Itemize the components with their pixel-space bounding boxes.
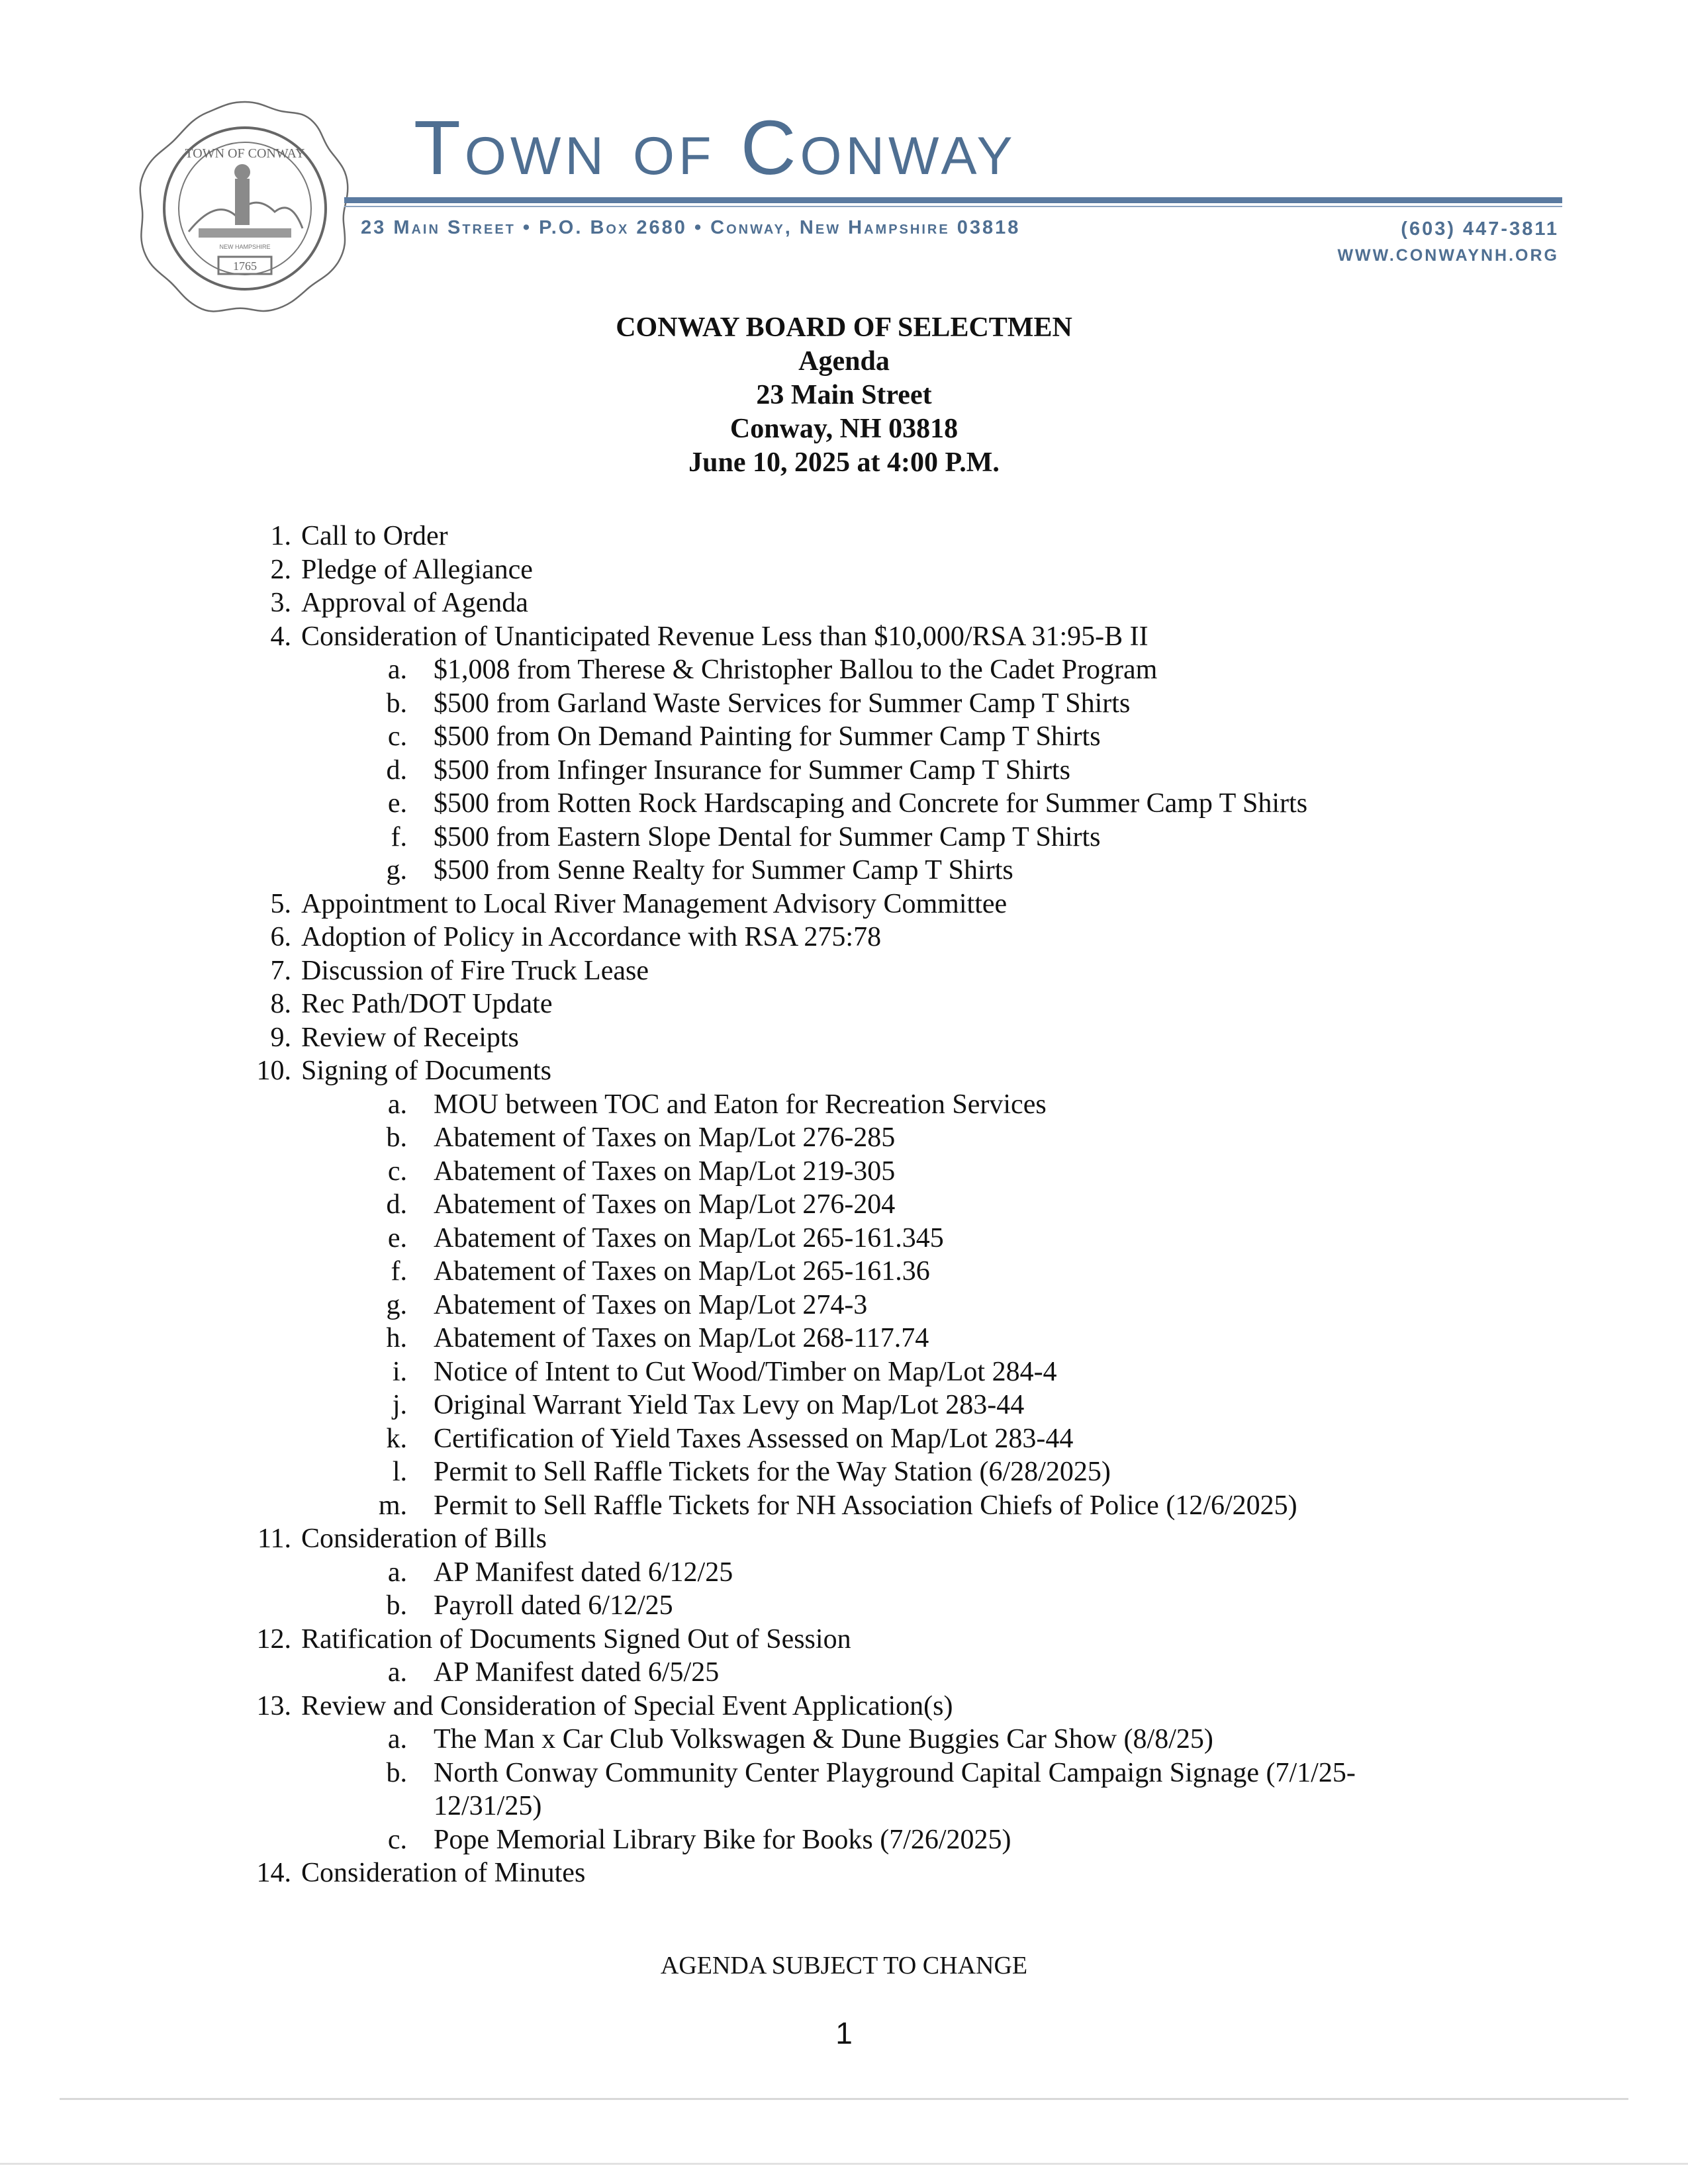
town-phone: (603) 447-3811 — [1401, 218, 1559, 240]
agenda-item-text: Ratification of Documents Signed Out of Session — [301, 1623, 851, 1655]
agenda-item-number: b. — [386, 688, 407, 719]
agenda-item-number: h. — [386, 1323, 407, 1353]
agenda-item — [0, 887, 1688, 921]
agenda-item — [0, 1690, 1688, 1723]
agenda-subitem — [0, 1355, 1688, 1389]
heading-city: Conway, NH 03818 — [729, 414, 959, 444]
agenda-item-number: m. — [378, 1490, 407, 1521]
agenda-item — [0, 620, 1688, 654]
agenda-subitem — [0, 1823, 1688, 1857]
agenda-item-number: c. — [387, 1824, 407, 1855]
agenda-subitem — [0, 1155, 1688, 1189]
agenda-item-number: k. — [386, 1423, 407, 1454]
agenda-item-text: Abatement of Taxes on Map/Lot 276-204 — [434, 1189, 896, 1220]
agenda-item-text: Consideration of Bills — [301, 1524, 547, 1554]
agenda-item-text: Rec Path/DOT Update — [301, 989, 553, 1019]
agenda-item — [0, 1856, 1688, 1890]
agenda-item-number: a. — [387, 655, 407, 685]
agenda-item-text: Pope Memorial Library Bike for Books (7/26/2025) — [434, 1824, 1011, 1855]
agenda-item-number: 4. — [270, 621, 291, 652]
agenda-item-number: 3. — [270, 588, 291, 618]
agenda-subitem — [0, 720, 1688, 754]
agenda-item-text: $500 from Senne Realty for Summer Camp T Shirts — [434, 855, 1013, 886]
agenda-item-text: $500 from Garland Waste Services for Summer Camp T Shirts — [434, 688, 1131, 719]
agenda-subitem — [0, 821, 1688, 854]
agenda-item-text: Review and Consideration of Special Event Application(s) — [301, 1690, 953, 1721]
agenda-item-number: 14. — [256, 1858, 291, 1888]
agenda-item-number: d. — [386, 1189, 407, 1220]
agenda-subitem — [0, 1489, 1688, 1523]
agenda-subitem — [0, 1756, 1688, 1823]
agenda-item — [0, 586, 1688, 620]
agenda-item-text: Signing of Documents — [301, 1056, 551, 1086]
agenda-item — [0, 1522, 1688, 1556]
agenda-subitem — [0, 787, 1688, 821]
agenda-item — [0, 553, 1688, 587]
agenda-item-text: Permit to Sell Raffle Tickets for the Way Station (6/28/2025) — [434, 1457, 1111, 1487]
agenda-item-text: Payroll dated 6/12/25 — [434, 1590, 673, 1621]
agenda-heading — [0, 311, 1688, 480]
agenda-subitem — [0, 1322, 1688, 1355]
agenda-item-number: b. — [386, 1590, 407, 1621]
agenda-item-text: Adoption of Policy in Accordance with RSA 275:78 — [301, 922, 882, 952]
agenda-item-text: Abatement of Taxes on Map/Lot 274-3 — [434, 1289, 868, 1320]
seal-name-text: TOWN OF CONWAY — [185, 146, 305, 161]
heading-board: CONWAY BOARD OF SELECTMEN — [616, 312, 1072, 343]
agenda-item-number: 9. — [270, 1022, 291, 1053]
agenda-subitem — [0, 1121, 1688, 1155]
agenda-item-text: Consideration of Minutes — [301, 1858, 586, 1888]
agenda-item-text: $500 from Eastern Slope Dental for Summer Camp T Shirts — [434, 821, 1101, 852]
agenda-item-text: Review of Receipts — [301, 1022, 519, 1053]
agenda-item-number: i. — [392, 1356, 407, 1387]
agenda-item-text: Pledge of Allegiance — [301, 554, 533, 585]
agenda-item-number: c. — [387, 1156, 407, 1187]
agenda-footer-note: AGENDA SUBJECT TO CHANGE — [660, 1952, 1028, 1979]
agenda-item-text: Call to Order — [301, 521, 448, 551]
agenda-item — [0, 921, 1688, 954]
agenda-item-number: 10. — [256, 1056, 291, 1086]
agenda-item-number: b. — [386, 1757, 407, 1788]
agenda-item-number: a. — [387, 1557, 407, 1588]
agenda-item-number: 6. — [270, 922, 291, 952]
agenda-subitem — [0, 1455, 1688, 1489]
agenda-item-text: AP Manifest dated 6/5/25 — [434, 1657, 720, 1688]
agenda-item-number: a. — [387, 1657, 407, 1688]
agenda-item-number: e. — [387, 1222, 407, 1253]
agenda-subitem — [0, 1222, 1688, 1255]
agenda-subitem — [0, 1556, 1688, 1590]
agenda-subitem — [0, 854, 1688, 887]
agenda-item-text: Appointment to Local River Management Advisory Committee — [301, 888, 1008, 919]
agenda-subitem — [0, 687, 1688, 721]
agenda-subitem — [0, 1188, 1688, 1222]
agenda-item — [0, 987, 1688, 1021]
bottom-divider — [60, 2098, 1628, 2100]
agenda-item-text: $500 from Rotten Rock Hardscaping and Concrete for Summer Camp T Shirts — [434, 788, 1308, 819]
agenda-item-number: 2. — [270, 554, 291, 585]
agenda-item-number: d. — [386, 754, 407, 786]
bottom-scan-edge — [0, 2163, 1688, 2165]
agenda-item — [0, 954, 1688, 988]
agenda-item-number: a. — [387, 1724, 407, 1754]
agenda-item-text: Abatement of Taxes on Map/Lot 219-305 — [434, 1156, 896, 1187]
agenda-item-number: g. — [386, 1289, 407, 1320]
agenda-item-number: f. — [391, 1256, 407, 1287]
agenda-item-text: North Conway Community Center Playground Capital Campaign Signage (7/1/25-12/31/25) — [434, 1757, 1356, 1821]
agenda-item — [0, 1623, 1688, 1657]
seal-year-text: 1765 — [233, 259, 257, 273]
agenda-item — [0, 1054, 1688, 1088]
agenda-subitem — [0, 1656, 1688, 1690]
agenda-item-text: Abatement of Taxes on Map/Lot 265-161.36 — [434, 1256, 930, 1287]
agenda-subitem — [0, 1589, 1688, 1623]
seal-state-text: NEW HAMPSHIRE — [219, 244, 271, 250]
agenda-item-text: $500 from On Demand Painting for Summer Camp T Shirts — [434, 721, 1101, 752]
agenda-item-number: c. — [387, 721, 407, 752]
agenda-item-number: 5. — [270, 888, 291, 919]
agenda-item-text: Consideration of Unanticipated Revenue Less than $10,000/RSA 31:95-B II — [301, 621, 1149, 652]
agenda-item-number: g. — [386, 855, 407, 886]
agenda-subitem — [0, 1088, 1688, 1122]
agenda-item-text: $500 from Infinger Insurance for Summer Camp T Shirts — [434, 754, 1070, 786]
agenda-item-number: 11. — [258, 1524, 291, 1554]
agenda-item-text: Discussion of Fire Truck Lease — [301, 955, 649, 986]
agenda-item-text: Abatement of Taxes on Map/Lot 268-117.74 — [434, 1323, 929, 1353]
agenda-item-number: j. — [392, 1390, 407, 1420]
agenda-item-text: Abatement of Taxes on Map/Lot 265-161.345 — [434, 1222, 944, 1253]
agenda-subitem — [0, 1388, 1688, 1422]
agenda-item-number: 7. — [270, 955, 291, 986]
agenda-subitem — [0, 1289, 1688, 1322]
agenda-item-text: Abatement of Taxes on Map/Lot 276-285 — [434, 1122, 896, 1153]
agenda-item-text: Approval of Agenda — [301, 588, 528, 618]
agenda-item-text: Original Warrant Yield Tax Levy on Map/Lot 283-44 — [434, 1390, 1025, 1420]
page-number: 1 — [835, 2016, 853, 2050]
agenda-item-text: $1,008 from Therese & Christopher Ballou to the Cadet Program — [434, 655, 1158, 685]
agenda-item-text: Certification of Yield Taxes Assessed on Map/Lot 283-44 — [434, 1423, 1074, 1454]
agenda-item-text: Permit to Sell Raffle Tickets for NH Association Chiefs of Police (12/6/2025) — [434, 1490, 1297, 1521]
agenda-item-text: MOU between TOC and Eaton for Recreation Services — [434, 1089, 1047, 1120]
agenda-item-number: l. — [392, 1457, 407, 1487]
town-address — [361, 217, 1020, 239]
agenda-subitem — [0, 1723, 1688, 1756]
agenda-item-number: f. — [391, 821, 407, 852]
agenda-item-number: b. — [386, 1122, 407, 1153]
heading-agenda: Agenda — [798, 346, 890, 377]
agenda-subitem — [0, 653, 1688, 687]
agenda-subitem — [0, 1422, 1688, 1456]
agenda-item — [0, 520, 1688, 553]
agenda-item-text: The Man x Car Club Volkswagen & Dune Buggies Car Show (8/8/25) — [434, 1724, 1213, 1754]
agenda-item-text: Notice of Intent to Cut Wood/Timber on Map/Lot 284-4 — [434, 1356, 1057, 1387]
agenda-item-number: e. — [387, 788, 407, 819]
town-website: WWW.CONWAYNH.ORG — [1337, 246, 1559, 265]
town-address-text: 23 Main Street • P.O. Box 2680 • Conway, New Hampshire 03818 — [361, 217, 1021, 238]
letterhead-rule-thin — [344, 206, 1562, 207]
agenda-subitem — [0, 1255, 1688, 1289]
agenda-item-number: 1. — [270, 521, 291, 551]
agenda-item-number: 12. — [256, 1623, 291, 1655]
heading-street: 23 Main Street — [756, 380, 932, 410]
town-title — [414, 105, 1017, 191]
town-seal-logo — [136, 99, 354, 318]
agenda-list — [0, 520, 1688, 1890]
agenda-subitem — [0, 754, 1688, 788]
town-title-text: Town of Conway — [414, 105, 1017, 191]
heading-date: June 10, 2025 at 4:00 P.M. — [688, 447, 1000, 478]
agenda-item-number: 8. — [270, 989, 291, 1019]
agenda-item-number: 13. — [256, 1690, 291, 1721]
letterhead-rule — [344, 197, 1562, 203]
agenda-item-text: AP Manifest dated 6/12/25 — [434, 1557, 733, 1588]
agenda-item — [0, 1021, 1688, 1055]
agenda-item-number: a. — [387, 1089, 407, 1120]
